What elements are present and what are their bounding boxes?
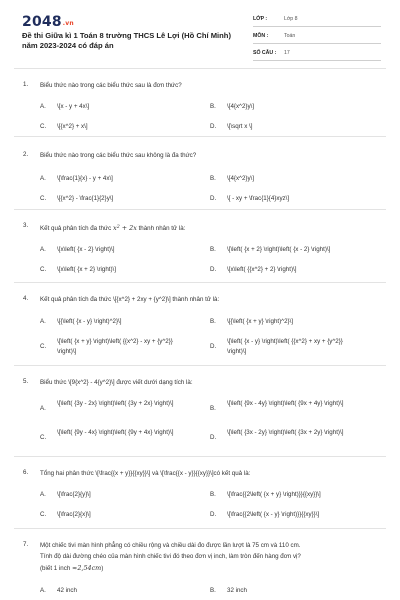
option-letter: C. xyxy=(40,195,47,202)
option-value: \[\left( {x - y} \right)\left( {{x^2} + xy + {y^2}} \right)\] xyxy=(227,338,343,355)
exam-meta xyxy=(253,14,381,65)
option-letter: D. xyxy=(210,123,217,130)
meta-value: Lớp 8 xyxy=(284,16,298,22)
page-header xyxy=(0,0,400,68)
exam-title: Đề thi Giữa kì 1 Toán 8 trường THCS Lê Lợi (Hồ Chí Minh) năm 2023-2024 có đáp án xyxy=(22,31,231,50)
logo-text: 2048 xyxy=(22,14,62,30)
question-text: Biểu thức nào trong các biểu thức sau là đơn thức? xyxy=(40,82,182,89)
question-list xyxy=(0,68,400,600)
option-value: \[\left( {3y - 2x} \right)\left( {3y + 2x} \right)\] xyxy=(57,400,174,407)
option-value: \[{\left( {x + y} \right)^2}\] xyxy=(227,318,294,325)
option-letter: C. xyxy=(40,434,47,441)
question-text-before: (biết 1 inch xyxy=(40,565,72,572)
option-value: \[\sqrt x \] xyxy=(227,123,253,130)
option-value: \[\left( {3x - 2y} \right)\left( {3x + 2y} \right)\] xyxy=(227,429,344,436)
option-letter: D. xyxy=(210,195,217,202)
option-value: \[\left( {x + y} \right)\left( {{x^2} - xy + {y^2}} \right)\] xyxy=(57,338,173,355)
question-text-before: Kết quả phân tích đa thức xyxy=(40,225,113,232)
meta-label: SỐ CÂU : xyxy=(253,50,277,56)
site-logo[interactable] xyxy=(22,14,74,30)
meta-value: Toán xyxy=(284,33,296,39)
option-value: \[\left( {9y - 4x} \right)\left( {9y + 4x} \right)\] xyxy=(57,429,174,436)
option-letter: A. xyxy=(40,175,46,182)
math-expression xyxy=(113,224,137,232)
option-letter: A. xyxy=(40,405,46,412)
option-letter: C. xyxy=(40,123,47,130)
question-text-line-2: Tính độ dài đường chéo của màn hình chiếc tivi đó theo đơn vị inch, làm tròn đến hàng đơn vị? xyxy=(40,553,301,560)
option-letter: A. xyxy=(40,491,46,498)
option-value: \[\frac{2}{y}\] xyxy=(57,491,91,498)
option-value: \[4{x^2}y\] xyxy=(227,103,254,110)
question-text-after: ) xyxy=(101,565,104,572)
option-value: \[x\left( {x - 2} \right)\] xyxy=(57,246,115,253)
meta-row-class xyxy=(253,14,381,27)
meta-row-count xyxy=(253,48,381,61)
question-text-after: thành nhân tử là: xyxy=(136,225,186,232)
option-letter: C. xyxy=(40,343,47,350)
option-value: \[{\left( {x - y} \right)^2}\] xyxy=(57,318,122,325)
option-letter: B. xyxy=(210,405,216,412)
question-1 xyxy=(0,69,400,136)
option-value: \[\frac{{2\left( {x + y} \right)}}{{xy}}\] xyxy=(227,491,321,498)
option-letter: B. xyxy=(210,491,216,498)
question-4 xyxy=(0,283,400,365)
option-value: \[x\left( {{x^2} + 2} \right)\] xyxy=(227,266,297,273)
question-number: 1. xyxy=(23,81,29,88)
question-number: 3. xyxy=(23,222,29,229)
option-value: \[\left( {9x - 4y} \right)\left( {9x + 4y} \right)\] xyxy=(227,400,344,407)
option-letter: B. xyxy=(210,175,216,182)
option-letter: A. xyxy=(40,587,46,594)
math-rest: + 2x xyxy=(119,224,137,232)
option-value: \[x - y + 4x\] xyxy=(57,103,90,110)
option-letter: A. xyxy=(40,103,46,110)
question-number: 7. xyxy=(23,541,29,548)
question-number: 4. xyxy=(23,295,29,302)
question-2 xyxy=(0,137,400,209)
question-text: Biểu thức \[9{x^2} - 4{y^2}\] được viết dưới dạng tích là: xyxy=(40,379,193,386)
meta-value: 17 xyxy=(284,50,290,56)
option-value: \[\frac{{2\left( {x - y} \right)}}{{xy}}\] xyxy=(227,511,320,518)
option-letter: D. xyxy=(210,511,217,518)
option-value: \[x\left( {x + 2} \right)\] xyxy=(57,266,116,273)
option-value: \[{x^2} + x\] xyxy=(57,123,88,130)
option-value: \[\left( {x + 2} \right)\left( {x - 2} \right)\] xyxy=(227,246,331,253)
option-value: \[4{x^2}y\] xyxy=(227,175,254,182)
option-value: \[\frac{1}{x} - y + 4x\] xyxy=(57,175,113,182)
meta-label: MÔN : xyxy=(253,33,269,39)
option-value: 32 inch xyxy=(227,587,247,594)
option-letter: B. xyxy=(210,246,216,253)
question-text-line-1: Một chiếc tivi màn hình phẳng có chiều rộng và chiều dài đo được lần lượt là 75 cm và 110 cm. xyxy=(40,542,301,549)
question-3 xyxy=(0,210,400,282)
math-expression: ≈2,54cm xyxy=(72,564,102,572)
option-value: 42 inch xyxy=(57,587,77,594)
meta-row-subject xyxy=(253,31,381,44)
question-number: 5. xyxy=(23,378,29,385)
option-letter: C. xyxy=(40,266,47,273)
question-5 xyxy=(0,366,400,456)
option-value: \[{x^2} - \frac{1}{2}y\] xyxy=(57,195,114,202)
option-value: \[ - xy + \frac{1}{4}xyz\] xyxy=(227,195,290,202)
question-number: 6. xyxy=(23,469,29,476)
math-exponent: 2 xyxy=(116,224,120,230)
option-letter: B. xyxy=(210,318,216,325)
meta-label: LỚP : xyxy=(253,16,268,22)
option-letter: A. xyxy=(40,318,46,325)
question-6 xyxy=(0,457,400,528)
logo-suffix: .vn xyxy=(62,20,74,27)
question-text xyxy=(40,222,384,235)
option-letter: D. xyxy=(210,266,217,273)
math-base: x xyxy=(112,224,117,232)
option-letter: D. xyxy=(210,343,217,350)
question-number: 2. xyxy=(23,151,29,158)
option-letter: A. xyxy=(40,246,46,253)
option-letter: C. xyxy=(40,511,47,518)
question-7 xyxy=(0,529,400,600)
option-letter: B. xyxy=(210,587,216,594)
option-value: \[\frac{2}{x}\] xyxy=(57,511,91,518)
question-text: Kết quả phân tích đa thức \[{x^2} + 2xy + {y^2}\] thành nhân tử là: xyxy=(40,296,220,303)
question-text-line-3 xyxy=(40,563,384,575)
question-text: Biểu thức nào trong các biểu thức sau không là đa thức? xyxy=(40,152,197,159)
option-letter: D. xyxy=(210,434,217,441)
question-text: Tổng hai phân thức \[\frac{{x + y}}{{xy}}\] và \[\frac{{x - y}}{{xy}}\]có kết quả là: xyxy=(40,470,251,477)
option-letter: B. xyxy=(210,103,216,110)
